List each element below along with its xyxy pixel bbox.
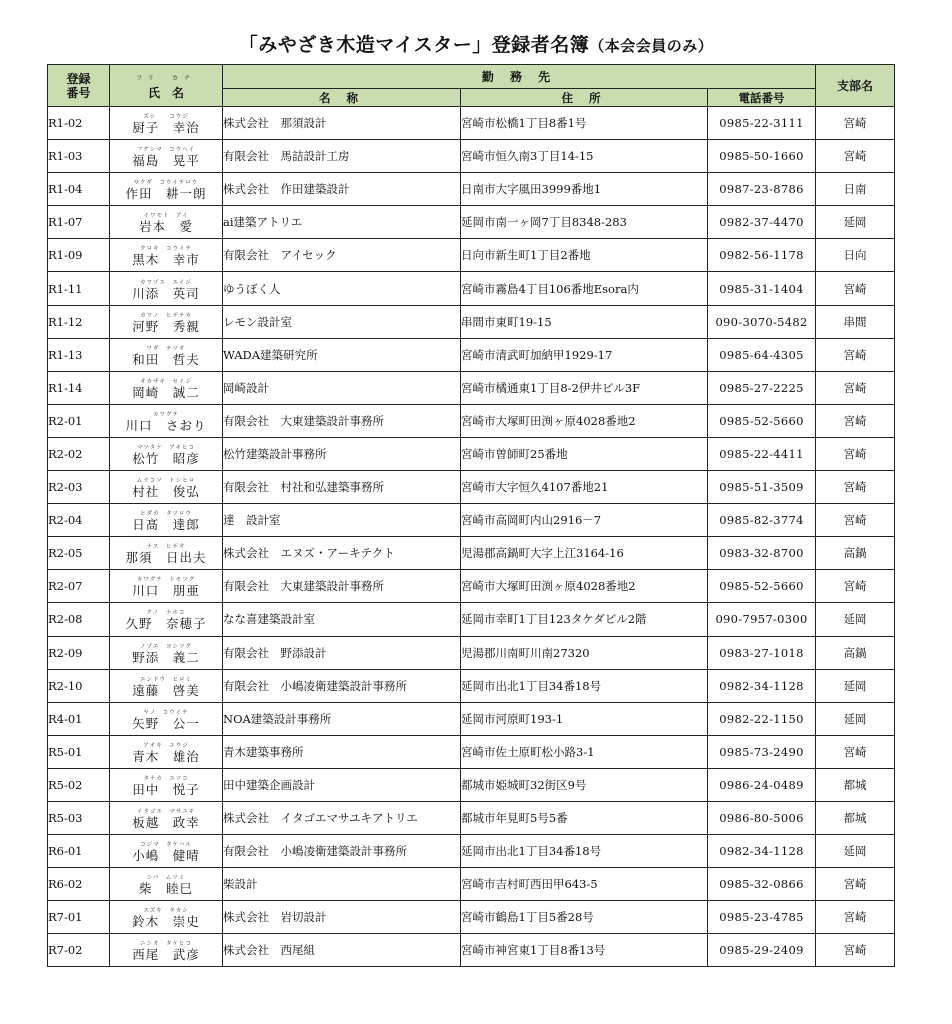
table-row: [48, 504, 895, 537]
table-row: [48, 570, 895, 603]
address-cell: 児湯郡高鍋町大字上江3164-16: [461, 537, 708, 570]
name-kana: タナカ エツコ: [143, 775, 189, 782]
name-kana: オカザキ セイジ: [140, 378, 192, 385]
person-name: 那須 日出夫: [125, 550, 207, 566]
name-kana: カワグチ トモツグ: [136, 577, 196, 584]
branch-cell: 延岡: [816, 206, 895, 239]
person-name: 野添 義二: [132, 649, 200, 665]
person-name: 岡崎 誠二: [132, 384, 200, 400]
address-cell: 都城市姫城町32街区9号: [461, 768, 708, 801]
name-cell: [110, 537, 223, 570]
header-reg-no: 登録 番号: [48, 65, 110, 107]
address-cell: 日向市新生町1丁目2番地: [461, 239, 708, 272]
person-name: 川添 英司: [132, 285, 200, 301]
phone-cell: 0982-56-1178: [708, 239, 816, 272]
address-cell: 宮崎市松橋1丁目8番1号: [461, 107, 708, 140]
company-cell: 青木建築事務所: [223, 735, 461, 768]
name-kana: アオキ ユウジ: [143, 742, 189, 749]
name-cell: [110, 835, 223, 868]
phone-cell: 0985-27-2225: [708, 371, 816, 404]
reg-no-cell: R2-07: [48, 570, 110, 603]
name-cell: [110, 206, 223, 239]
person-name: 川口 さおり: [125, 417, 207, 433]
phone-cell: 0985-22-3111: [708, 107, 816, 140]
person-name: 作田 耕一朗: [125, 186, 207, 202]
name-cell: [110, 801, 223, 834]
name-kana: スズキ タカシ: [143, 908, 189, 915]
name-kana: コジマ タケハル: [140, 842, 192, 849]
company-cell: 株式会社 西尾組: [223, 934, 461, 967]
phone-cell: 0982-37-4470: [708, 206, 816, 239]
address-cell: 宮崎市橘通東1丁目8-2伊井ビル3F: [461, 371, 708, 404]
branch-cell: 高鍋: [816, 636, 895, 669]
person-name: 板越 政幸: [132, 815, 200, 831]
company-cell: NOA建築設計事務所: [223, 702, 461, 735]
reg-no-cell: R2-04: [48, 504, 110, 537]
reg-no-cell: R2-05: [48, 537, 110, 570]
reg-no-cell: R4-01: [48, 702, 110, 735]
company-cell: 有限会社 村社和弘建築事務所: [223, 471, 461, 504]
table-row: [48, 901, 895, 934]
company-cell: 有限会社 アイセック: [223, 239, 461, 272]
header-address: 住 所: [461, 89, 708, 107]
address-cell: 宮崎市鶴島1丁目5番28号: [461, 901, 708, 934]
document-title: [0, 30, 952, 57]
phone-cell: 0983-27-1018: [708, 636, 816, 669]
person-name: 久野 奈穂子: [125, 616, 207, 632]
address-cell: 宮崎市大字恒久4107番地21: [461, 471, 708, 504]
reg-no-cell: R7-01: [48, 901, 110, 934]
address-cell: 宮崎市佐土原町松小路3-1: [461, 735, 708, 768]
person-name: 西尾 武彦: [132, 947, 200, 963]
person-name: 厨子 幸治: [132, 120, 200, 136]
person-name: 河野 秀親: [132, 318, 200, 334]
branch-cell: 宮崎: [816, 338, 895, 371]
phone-cell: 0985-82-3774: [708, 504, 816, 537]
name-kana: イワモト アイ: [143, 213, 189, 220]
name-cell: [110, 868, 223, 901]
header-name: フリ カナ 氏 名: [110, 65, 223, 107]
phone-cell: 0985-52-5660: [708, 570, 816, 603]
person-name: 福島 晃平: [132, 153, 200, 169]
reg-no-cell: R5-03: [48, 801, 110, 834]
phone-cell: 0985-32-0866: [708, 868, 816, 901]
reg-no-cell: R2-02: [48, 437, 110, 470]
table-row: [48, 404, 895, 437]
header-workplace: 勤 務 先: [223, 65, 816, 89]
name-kana: ノゾエ ヨシツグ: [140, 643, 192, 650]
address-cell: 日南市大字風田3999番地1: [461, 173, 708, 206]
address-cell: 延岡市幸町1丁目123タケダビル2階: [461, 603, 708, 636]
name-cell: [110, 735, 223, 768]
name-kana: ニシオ タケヒコ: [139, 941, 192, 948]
name-cell: [110, 404, 223, 437]
table-row: [48, 868, 895, 901]
address-cell: 宮崎市霧島4丁目106番地Esora内: [461, 272, 708, 305]
address-cell: 児湯郡川南町川南27320: [461, 636, 708, 669]
table-row: [48, 437, 895, 470]
table-row: [48, 669, 895, 702]
name-kana: イタゴエ マサユキ: [136, 809, 196, 816]
title-sub: （本会会員のみ）: [589, 37, 714, 55]
company-cell: 株式会社 岩切設計: [223, 901, 461, 934]
company-cell: WADA建築研究所: [223, 338, 461, 371]
reg-no-cell: R2-10: [48, 669, 110, 702]
branch-cell: 宮崎: [816, 272, 895, 305]
address-cell: 宮崎市恒久南3丁目14-15: [461, 140, 708, 173]
title-main: 「みやざき木造マイスター」登録者名簿: [238, 34, 590, 56]
name-kana: ワダ テツオ: [146, 345, 186, 352]
table-row: [48, 140, 895, 173]
person-name: 小嶋 健晴: [132, 848, 200, 864]
name-cell: [110, 140, 223, 173]
name-cell: [110, 239, 223, 272]
company-cell: 株式会社 作田建築設計: [223, 173, 461, 206]
phone-cell: 0986-24-0489: [708, 768, 816, 801]
name-cell: [110, 471, 223, 504]
company-cell: 達 設計室: [223, 504, 461, 537]
company-cell: 岡崎設計: [223, 371, 461, 404]
reg-no-cell: R1-14: [48, 371, 110, 404]
person-name: 柴 睦巳: [138, 881, 193, 897]
branch-cell: 宮崎: [816, 901, 895, 934]
reg-no-cell: R7-02: [48, 934, 110, 967]
reg-no-cell: R1-04: [48, 173, 110, 206]
branch-cell: 日南: [816, 173, 895, 206]
reg-no-cell: R2-08: [48, 603, 110, 636]
branch-cell: 宮崎: [816, 471, 895, 504]
phone-cell: 0982-22-1150: [708, 702, 816, 735]
reg-no-cell: R1-07: [48, 206, 110, 239]
phone-cell: 090-3070-5482: [708, 305, 816, 338]
branch-cell: 宮崎: [816, 504, 895, 537]
table-body: [48, 107, 895, 967]
name-kana: ムラコソ トシヒロ: [136, 478, 196, 485]
name-kana: クロキ コウイチ: [140, 246, 192, 253]
name-cell: [110, 371, 223, 404]
reg-no-cell: R2-09: [48, 636, 110, 669]
address-cell: 延岡市出北1丁目34番18号: [461, 669, 708, 702]
name-cell: [110, 702, 223, 735]
branch-cell: 延岡: [816, 835, 895, 868]
name-kana: カワゾエ エイジ: [140, 279, 192, 286]
reg-no-cell: R1-03: [48, 140, 110, 173]
phone-cell: 0985-31-1404: [708, 272, 816, 305]
reg-no-cell: R1-11: [48, 272, 110, 305]
phone-cell: 0985-51-3509: [708, 471, 816, 504]
address-cell: 宮崎市曽師町25番地: [461, 437, 708, 470]
name-cell: [110, 173, 223, 206]
name-kana: ナス ヒデオ: [146, 544, 186, 551]
phone-cell: 0985-50-1660: [708, 140, 816, 173]
name-cell: [110, 768, 223, 801]
reg-no-cell: R2-03: [48, 471, 110, 504]
table-row: [48, 371, 895, 404]
name-kana: マツタケ アキヒコ: [136, 444, 196, 451]
company-cell: 有限会社 大東建築設計事務所: [223, 570, 461, 603]
address-cell: 延岡市出北1丁目34番18号: [461, 835, 708, 868]
reg-no-cell: R2-01: [48, 404, 110, 437]
name-kana: カワノ ヒデチカ: [140, 312, 192, 319]
phone-cell: 0982-34-1128: [708, 835, 816, 868]
name-kana: シバ ムツミ: [146, 875, 186, 882]
company-cell: 有限会社 馬詰設計工房: [223, 140, 461, 173]
person-name: 鈴木 崇史: [132, 914, 200, 930]
address-cell: 宮崎市大塚町田渕ヶ原4028番地2: [461, 404, 708, 437]
header-phone: 電話番号: [708, 89, 816, 107]
branch-cell: 宮崎: [816, 934, 895, 967]
reg-no-cell: R1-02: [48, 107, 110, 140]
table-row: [48, 768, 895, 801]
table-row: [48, 934, 895, 967]
phone-cell: 0985-64-4305: [708, 338, 816, 371]
table-row: [48, 801, 895, 834]
name-cell: [110, 504, 223, 537]
name-kana: フクシマ コウヘイ: [136, 147, 196, 154]
company-cell: 有限会社 小嶋凌衛建築設計事務所: [223, 835, 461, 868]
name-kana: ヒダカ タツロウ: [140, 511, 192, 518]
table-row: [48, 239, 895, 272]
registrant-table: [47, 64, 895, 967]
name-kana: ズシ コウジ: [143, 114, 189, 121]
branch-cell: 宮崎: [816, 107, 895, 140]
branch-cell: 宮崎: [816, 371, 895, 404]
address-cell: 宮崎市高岡町内山2916－7: [461, 504, 708, 537]
branch-cell: 都城: [816, 801, 895, 834]
company-cell: 有限会社 小嶋凌衛建築設計事務所: [223, 669, 461, 702]
branch-cell: 宮崎: [816, 570, 895, 603]
name-cell: [110, 934, 223, 967]
address-cell: 宮崎市清武町加納甲1929-17: [461, 338, 708, 371]
reg-no-cell: R1-09: [48, 239, 110, 272]
address-cell: 延岡市南一ヶ岡7丁目8348-283: [461, 206, 708, 239]
person-name: 村社 俊弘: [132, 484, 200, 500]
branch-cell: 宮崎: [816, 140, 895, 173]
branch-cell: 延岡: [816, 669, 895, 702]
table-row: [48, 272, 895, 305]
name-cell: [110, 107, 223, 140]
person-name: 遠藤 啓美: [132, 682, 200, 698]
company-cell: 株式会社 那須設計: [223, 107, 461, 140]
name-kana: クノ ナホコ: [146, 610, 186, 617]
phone-cell: 0982-34-1128: [708, 669, 816, 702]
table-row: [48, 603, 895, 636]
name-cell: [110, 669, 223, 702]
table-row: [48, 636, 895, 669]
person-name: 矢野 公一: [132, 715, 200, 731]
branch-cell: 宮崎: [816, 735, 895, 768]
header-name-kana: フリ カナ: [136, 74, 196, 82]
table-row: [48, 173, 895, 206]
header-branch: 支部名: [816, 65, 895, 107]
company-cell: なな喜建築設計室: [223, 603, 461, 636]
phone-cell: 090-7957-0300: [708, 603, 816, 636]
branch-cell: 宮崎: [816, 437, 895, 470]
reg-no-cell: R1-13: [48, 338, 110, 371]
person-name: 川口 朋亜: [132, 583, 200, 599]
address-cell: 宮崎市吉村町西田甲643-5: [461, 868, 708, 901]
phone-cell: 0983-32-8700: [708, 537, 816, 570]
table-row: [48, 835, 895, 868]
table-row: [48, 107, 895, 140]
name-cell: [110, 570, 223, 603]
person-name: 黒木 幸市: [132, 252, 200, 268]
company-cell: 柴設計: [223, 868, 461, 901]
name-cell: [110, 437, 223, 470]
table-row: [48, 338, 895, 371]
name-cell: [110, 603, 223, 636]
company-cell: 有限会社 野添設計: [223, 636, 461, 669]
branch-cell: 宮崎: [816, 404, 895, 437]
address-cell: 延岡市河原町193-1: [461, 702, 708, 735]
phone-cell: 0985-52-5660: [708, 404, 816, 437]
address-cell: 都城市年見町5号5番: [461, 801, 708, 834]
person-name: 日髙 達郎: [132, 517, 200, 533]
header-row-top: [48, 65, 895, 89]
name-cell: [110, 305, 223, 338]
company-cell: 株式会社 エヌズ・アーキテクト: [223, 537, 461, 570]
phone-cell: 0987-23-8786: [708, 173, 816, 206]
branch-cell: 宮崎: [816, 868, 895, 901]
branch-cell: 高鍋: [816, 537, 895, 570]
company-cell: ai建築アトリエ: [223, 206, 461, 239]
phone-cell: 0985-22-4411: [708, 437, 816, 470]
table-row: [48, 735, 895, 768]
reg-no-cell: R1-12: [48, 305, 110, 338]
company-cell: レモン設計室: [223, 305, 461, 338]
reg-no-cell: R6-02: [48, 868, 110, 901]
phone-cell: 0985-23-4785: [708, 901, 816, 934]
address-cell: 宮崎市大塚町田渕ヶ原4028番地2: [461, 570, 708, 603]
table-row: [48, 305, 895, 338]
phone-cell: 0985-29-2409: [708, 934, 816, 967]
name-kana: カワグチ: [152, 411, 179, 418]
name-cell: [110, 901, 223, 934]
header-company: 名 称: [223, 89, 461, 107]
branch-cell: 串間: [816, 305, 895, 338]
company-cell: 田中建築企画設計: [223, 768, 461, 801]
name-kana: エンドウ ヒロミ: [139, 676, 192, 683]
name-kana: ヤノ コウイチ: [143, 709, 189, 716]
reg-no-cell: R6-01: [48, 835, 110, 868]
branch-cell: 都城: [816, 768, 895, 801]
table-row: [48, 206, 895, 239]
name-kana: サクダ コウイチロウ: [133, 180, 199, 187]
branch-cell: 日向: [816, 239, 895, 272]
name-cell: [110, 338, 223, 371]
person-name: 松竹 昭彦: [132, 450, 200, 466]
address-cell: 串間市東町19-15: [461, 305, 708, 338]
address-cell: 宮崎市神宮東1丁目8番13号: [461, 934, 708, 967]
company-cell: ゆうぼく人: [223, 272, 461, 305]
company-cell: 松竹建築設計事務所: [223, 437, 461, 470]
branch-cell: 延岡: [816, 603, 895, 636]
phone-cell: 0985-73-2490: [708, 735, 816, 768]
reg-no-cell: R5-02: [48, 768, 110, 801]
reg-no-cell: R5-01: [48, 735, 110, 768]
company-cell: 株式会社 イタゴエマサユキアトリエ: [223, 801, 461, 834]
person-name: 岩本 愛: [138, 219, 193, 235]
phone-cell: 0986-80-5006: [708, 801, 816, 834]
table-row: [48, 471, 895, 504]
person-name: 田中 悦子: [132, 781, 200, 797]
table-row: [48, 537, 895, 570]
person-name: 青木 雄治: [132, 748, 200, 764]
table-row: [48, 702, 895, 735]
person-name: 和田 哲夫: [132, 351, 200, 367]
branch-cell: 延岡: [816, 702, 895, 735]
name-cell: [110, 272, 223, 305]
company-cell: 有限会社 大東建築設計事務所: [223, 404, 461, 437]
name-cell: [110, 636, 223, 669]
